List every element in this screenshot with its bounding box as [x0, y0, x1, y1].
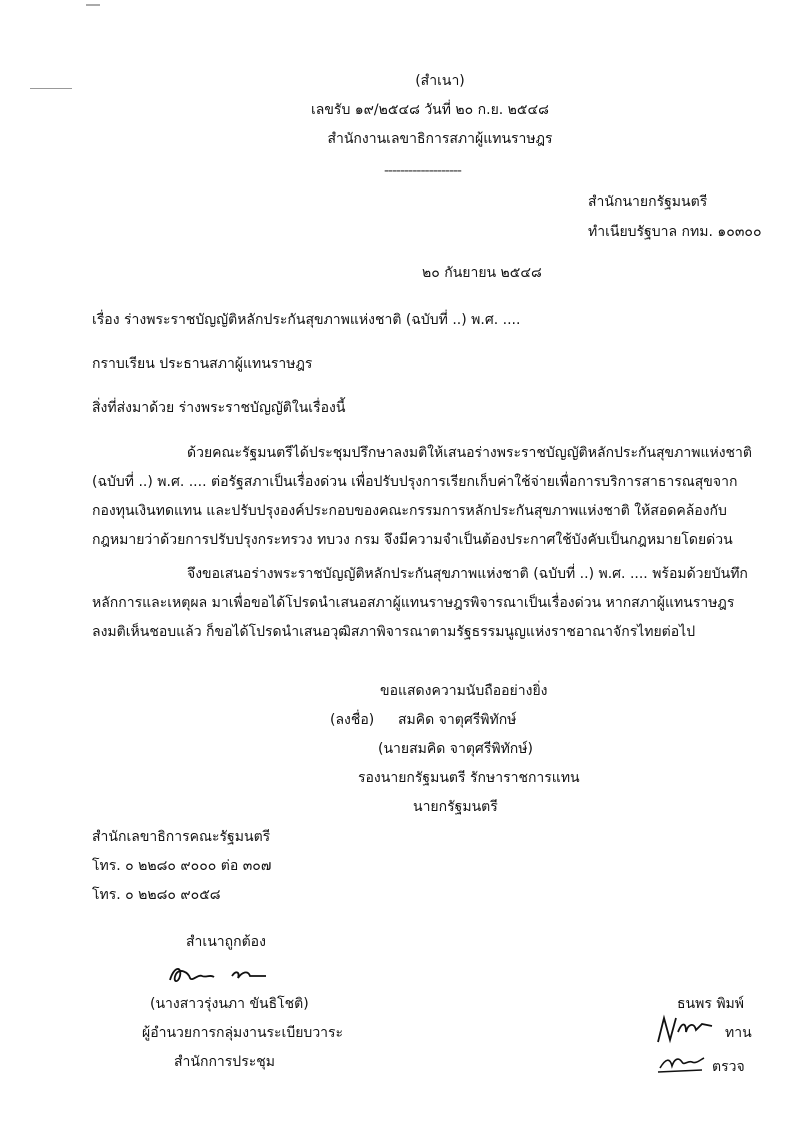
body-paragraph-1-line-4: กฎหมายว่าด้วยการปรับปรุงกระทรวง ทบวง กรม จึงมีความจำเป็นต้องประกาศใช้บังคับเป็นกฎหมายโดยด่วน [92, 532, 733, 548]
signed-label: (ลงชื่อ) [330, 712, 375, 728]
scan-mark [30, 88, 72, 89]
body-paragraph-2-line-3: ลงมติเห็นชอบแล้ว ก็ขอได้โปรดนำเสนอวุฒิสภาพิจารณาตามรัฐธรรมนูญแห่งราชอาณาจักรไทยต่อไป [92, 624, 696, 640]
recipient-line: กราบเรียน ประธานสภาผู้แทนราษฎร [92, 356, 313, 372]
body-paragraph-1-line-2: (ฉบับที่ ..) พ.ศ. .... ต่อรัฐสภาเป็นเรื่องด่วน เพื่อปรับปรุงการเรียกเก็บค่าใช้จ่ายเพื่อการบริการสาธารณสุขจาก [92, 474, 738, 490]
signed-name: สมคิด จาตุศรีพิทักษ์ [398, 712, 517, 728]
receipt-line: เลขรับ ๑๙/๒๕๔๘ วันที่ ๒๐ ก.ย. ๒๕๔๘ [311, 102, 549, 118]
closing-salutation: ขอแสดงความนับถืออย่างยิ่ง [380, 683, 548, 699]
certifier-position: ผู้อำนวยการกลุ่มงานระเบียบวาระ [142, 1025, 344, 1041]
typist-name: ธนพร พิมพ์ [677, 996, 744, 1012]
letter-date: ๒๐ กันยายน ๒๕๔๘ [422, 265, 542, 281]
sender-address: ทำเนียบรัฐบาล กทม. ๑๐๓๐๐ [588, 224, 762, 240]
printed-name: (นายสมคิด จาตุศรีพิทักษ์) [378, 741, 533, 757]
certifier-office: สำนักการประชุม [174, 1054, 275, 1070]
position-line-2: นายกรัฐมนตรี [413, 799, 498, 815]
typed-label: ทาน [725, 1025, 752, 1041]
subject-line: เรื่อง ร่างพระราชบัญญัติหลักประกันสุขภาพแห่งชาติ (ฉบับที่ ..) พ.ศ. .... [92, 312, 521, 328]
position-line-1: รองนายกรัฐมนตรี รักษาราชการแทน [358, 770, 580, 786]
body-paragraph-1-line-3: กองทุนเงินทดแทน และปรับปรุงองค์ประกอบของคณะกรรมการหลักประกันสุขภาพแห่งชาติ ให้สอดคล้องกับ [92, 503, 727, 519]
checker-initials [656, 1050, 708, 1076]
contact-office: สำนักเลขาธิการคณะรัฐมนตรี [92, 829, 271, 845]
contact-phone-2: โทร. ๐ ๒๒๘๐ ๙๐๕๘ [92, 887, 221, 903]
certified-label: สำเนาถูกต้อง [186, 934, 266, 950]
certifier-name: (นางสาวรุ่งนภา ขันธิโชติ) [150, 996, 309, 1012]
body-paragraph-2-line-2: หลักการและเหตุผล มาเพื่อขอได้โปรดนำเสนอสภาผู้แทนราษฎรพิจารณาเป็นเรื่องด่วน หากสภาผู้แทนราษฎร [92, 595, 735, 611]
contact-phone-1: โทร. ๐ ๒๒๘๐ ๙๐๐๐ ต่อ ๓๐๗ [92, 858, 272, 874]
body-paragraph-1-line-1: ด้วยคณะรัฐมนตรีได้ประชุมปรึกษาลงมติให้เสนอร่างพระราชบัญญัติหลักประกันสุขภาพแห่งชาติ [187, 445, 752, 461]
scan-mark [86, 4, 100, 6]
checked-label: ตรวจ [712, 1059, 745, 1075]
body-paragraph-2-line-1: จึงขอเสนอร่างพระราชบัญญัติหลักประกันสุขภาพแห่งชาติ (ฉบับที่ ..) พ.ศ. .... พร้อมด้วยบันทึก [187, 566, 748, 582]
receiving-office: สำนักงานเลขาธิการสภาผู้แทนราษฎร [327, 131, 553, 147]
certifier-signature [166, 960, 286, 990]
enclosure-line: สิ่งที่ส่งมาด้วย ร่างพระราชบัญญัติในเรื่องนี้ [92, 400, 346, 416]
typist-initials [652, 1012, 722, 1046]
copy-label: (สำเนา) [415, 73, 465, 89]
sender-office: สำนักนายกรัฐมนตรี [588, 194, 708, 210]
header-divider: ------------------- [384, 163, 461, 179]
